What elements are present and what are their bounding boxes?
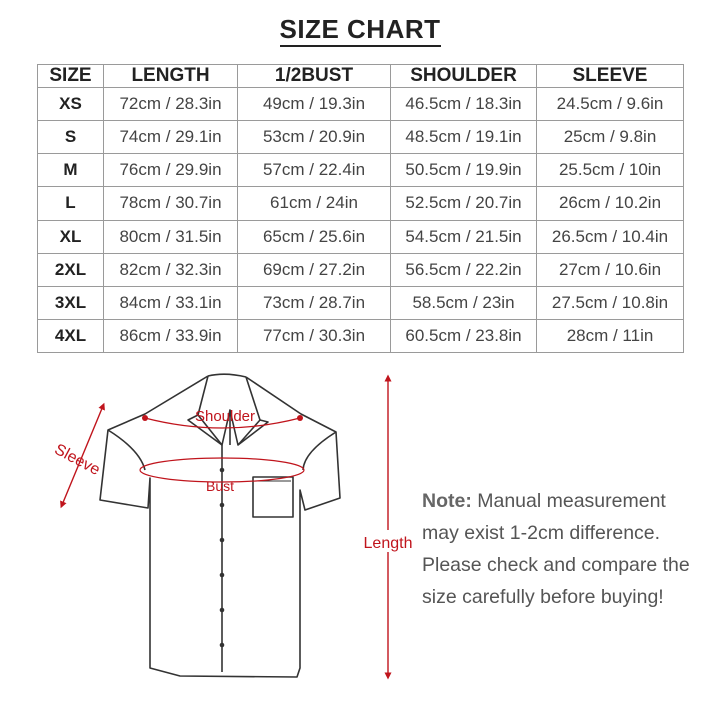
measurement-cell: 27cm / 10.6in (537, 253, 684, 286)
note-text (422, 485, 707, 613)
shoulder-point-right (297, 415, 303, 421)
column-header: LENGTH (104, 65, 238, 88)
title-text: SIZE CHART (280, 14, 441, 47)
shoulder-point-left (142, 415, 148, 421)
size-cell: S (38, 121, 104, 154)
measurement-cell: 28cm / 11in (537, 319, 684, 352)
column-header: 1/2BUST (238, 65, 391, 88)
table-row (38, 88, 684, 121)
shirt-diagram (0, 360, 420, 710)
size-cell: 3XL (38, 286, 104, 319)
size-cell: L (38, 187, 104, 220)
table-row (38, 253, 684, 286)
bust-label: Bust (205, 478, 235, 494)
table-row (38, 187, 684, 220)
table-row (38, 121, 684, 154)
measurement-cell: 84cm / 33.1in (104, 286, 238, 319)
measurement-cell: 58.5cm / 23in (391, 286, 537, 319)
measurement-cell: 86cm / 33.9in (104, 319, 238, 352)
measurement-cell: 74cm / 29.1in (104, 121, 238, 154)
column-header: SHOULDER (391, 65, 537, 88)
table-row (38, 220, 684, 253)
shoulder-label: Shoulder (194, 408, 256, 425)
measurement-cell: 54.5cm / 21.5in (391, 220, 537, 253)
note-label: Note: (422, 490, 472, 512)
measurement-cell: 56.5cm / 22.2in (391, 253, 537, 286)
measurement-cell: 48.5cm / 19.1in (391, 121, 537, 154)
measurement-cell: 80cm / 31.5in (104, 220, 238, 253)
measurement-cell: 61cm / 24in (238, 187, 391, 220)
table-row (38, 286, 684, 319)
measurement-cell: 73cm / 28.7in (238, 286, 391, 319)
measurement-cell: 26.5cm / 10.4in (537, 220, 684, 253)
measurement-cell: 52.5cm / 20.7in (391, 187, 537, 220)
sleeve-label: Sleeve (51, 441, 103, 480)
size-cell: 2XL (38, 253, 104, 286)
column-header: SLEEVE (537, 65, 684, 88)
table-row (38, 319, 684, 352)
size-table (37, 64, 684, 353)
measurement-cell: 46.5cm / 18.3in (391, 88, 537, 121)
measurement-cell: 82cm / 32.3in (104, 253, 238, 286)
measurement-cell: 69cm / 27.2in (238, 253, 391, 286)
size-cell: M (38, 154, 104, 187)
size-cell: 4XL (38, 319, 104, 352)
column-header: SIZE (38, 65, 104, 88)
measurement-cell: 57cm / 22.4in (238, 154, 391, 187)
measurement-cell: 24.5cm / 9.6in (537, 88, 684, 121)
length-label: Length (363, 535, 413, 552)
measurement-cell: 49cm / 19.3in (238, 88, 391, 121)
measurement-cell: 76cm / 29.9in (104, 154, 238, 187)
measurement-cell: 72cm / 28.3in (104, 88, 238, 121)
measurement-cell: 26cm / 10.2in (537, 187, 684, 220)
table-header-row (38, 65, 684, 88)
measurement-cell: 78cm / 30.7in (104, 187, 238, 220)
table-body (38, 88, 684, 353)
measurement-cell: 77cm / 30.3in (238, 319, 391, 352)
size-cell: XL (38, 220, 104, 253)
measurement-cell: 53cm / 20.9in (238, 121, 391, 154)
measurement-cell: 65cm / 25.6in (238, 220, 391, 253)
measurement-cell: 25cm / 9.8in (537, 121, 684, 154)
size-cell: XS (38, 88, 104, 121)
measurement-cell: 60.5cm / 23.8in (391, 319, 537, 352)
measurement-cell: 50.5cm / 19.9in (391, 154, 537, 187)
measurement-cell: 25.5cm / 10in (537, 154, 684, 187)
measurement-cell: 27.5cm / 10.8in (537, 286, 684, 319)
note-body: Manual measurement may exist 1-2cm difference. Please check and compare the size carefully before buying! (422, 490, 690, 608)
page-title (0, 14, 720, 45)
table-row (38, 154, 684, 187)
